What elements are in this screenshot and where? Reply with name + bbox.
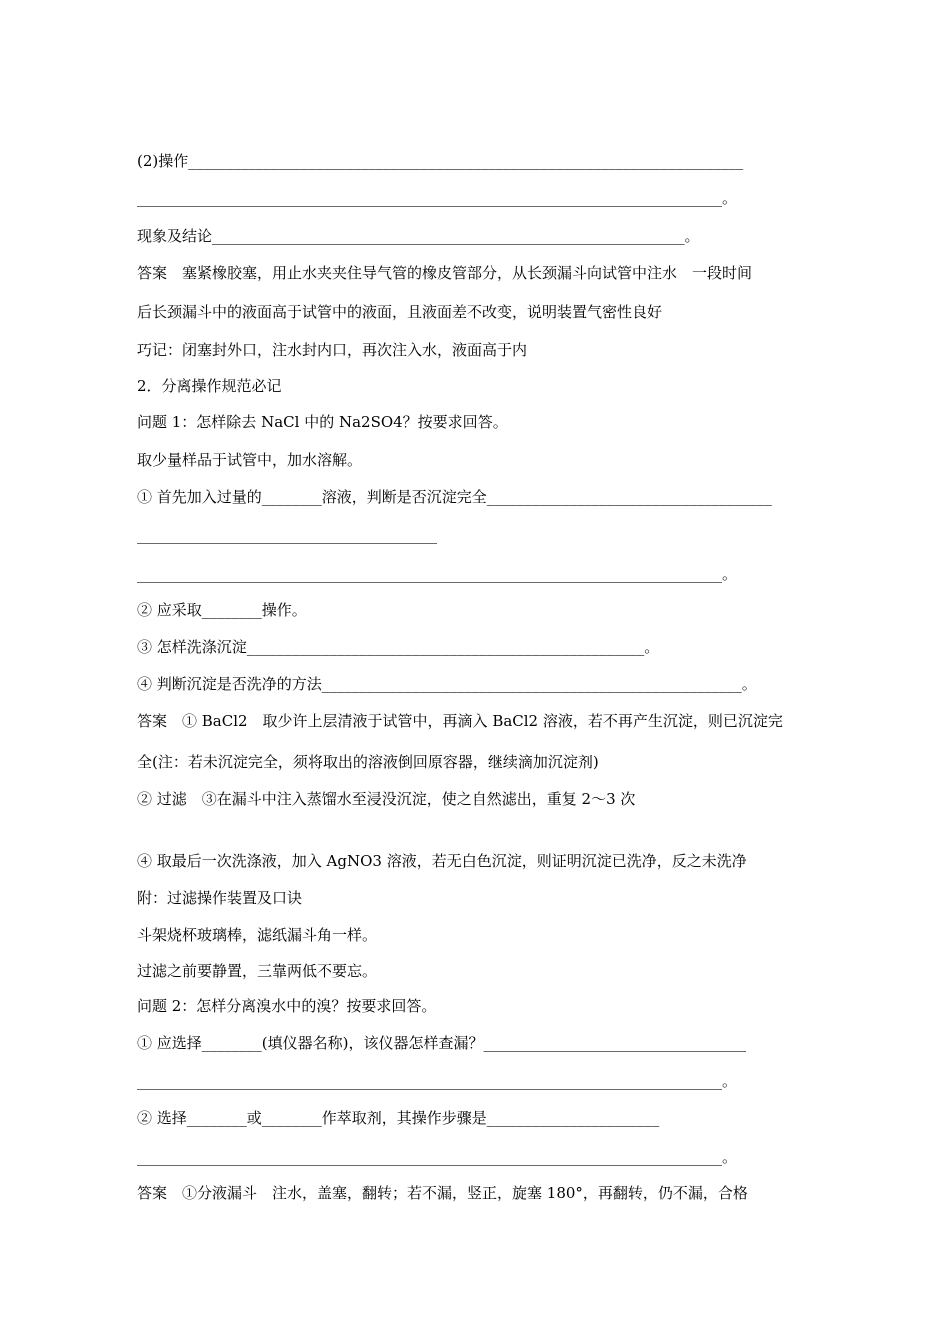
- question-2-1: ① 应选择________(填仪器名称)，该仪器怎样查漏？___________________________________: [137, 1034, 746, 1052]
- answer-2-line-1: 答案 ①分液漏斗 注水，盖塞，翻转；若不漏，竖正，旋塞 180°，再翻转，仍不漏，合格: [137, 1184, 748, 1202]
- question-2-2: ② 选择________或________作萃取剂，其操作步骤是_______________________: [137, 1109, 660, 1127]
- operation-answer-blank: ______________________________________________________________________________。: [137, 189, 738, 207]
- phenomenon-question: 现象及结论_______________________________________________________________。: [137, 227, 700, 245]
- mnemonic-line: 巧记：闭塞封外口，注水封内口，再次注入水，液面高于内: [137, 341, 528, 359]
- answer-1-line-4: ④ 取最后一次洗涤液，加入 AgNO3 溶液，若无白色沉淀，则证明沉淀已洗净，反之未洗净: [137, 852, 747, 870]
- appendix-title: 附：过滤操作装置及口诀: [137, 889, 303, 907]
- answer-1-line-2: 全(注：若未沉淀完全，须将取出的溶液倒回原容器，继续滴加沉淀剂): [137, 753, 599, 771]
- operation-question: (2)操作__________________________________________________________________________: [137, 152, 744, 170]
- section-heading: 2．分离操作规范必记: [137, 377, 282, 395]
- question-1-2: ② 应采取________操作。: [137, 601, 307, 619]
- blank-line: ______________________________________________________________________________。: [137, 565, 738, 583]
- mnemonic-verse-2: 过滤之前要静置，三靠两低不要忘。: [137, 962, 378, 980]
- question-1-3: ③ 怎样洗涤沉淀_____________________________________________________。: [137, 638, 660, 656]
- answer-line-1: 答案 塞紧橡胶塞，用止水夹夹住导气管的橡皮管部分，从长颈漏斗向试管中注水 一段时间: [137, 264, 753, 282]
- question-1-4: ④ 判断沉淀是否洗净的方法________________________________________________________。: [137, 675, 757, 693]
- problem-1-title: 问题 1：怎样除去 NaCl 中的 Na2SO4？按要求回答。: [137, 413, 508, 431]
- problem-1-intro: 取少量样品于试管中，加水溶解。: [137, 451, 363, 469]
- blank-line: ______________________________________________________________________________。: [137, 1148, 738, 1166]
- answer-line-2: 后长颈漏斗中的液面高于试管中的液面，且液面差不改变，说明装置气密性良好: [137, 303, 663, 321]
- problem-2-title: 问题 2：怎样分离溴水中的溴？按要求回答。: [137, 997, 437, 1015]
- mnemonic-verse-1: 斗架烧杯玻璃棒，滤纸漏斗角一样。: [137, 926, 378, 944]
- answer-1-line-1: 答案 ① BaCl2 取少许上层清液于试管中，再滴入 BaCl2 溶液，若不再产生沉淀，则已沉淀完: [137, 712, 783, 730]
- blank-line: ________________________________________: [137, 526, 437, 544]
- question-1-1: ① 首先加入过量的________溶液，判断是否沉淀完全______________________________________: [137, 488, 772, 506]
- blank-line: ______________________________________________________________________________。: [137, 1072, 738, 1090]
- answer-1-line-3: ② 过滤 ③在漏斗中注入蒸馏水至浸没沉淀，使之自然滤出，重复 2～3 次: [137, 790, 636, 808]
